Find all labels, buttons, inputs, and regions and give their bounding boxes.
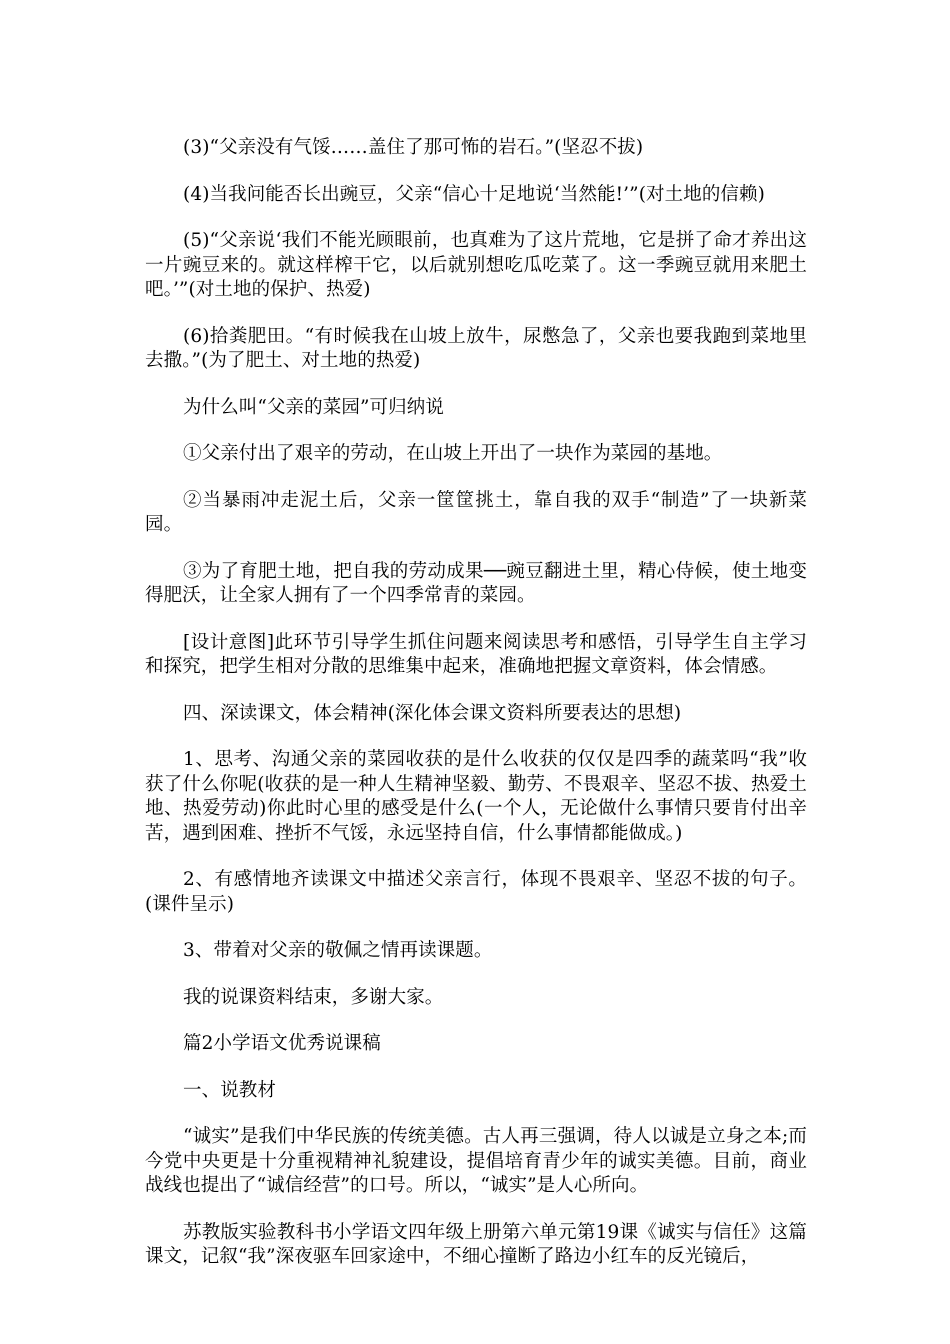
- section-heading: 一、说教材: [183, 1079, 277, 1101]
- paragraph: 1、思考、沟通父亲的菜园收获的是什么收获的仅仅是四季的蔬菜吗“我”收获了什么你呢(收获的是一种人生精神坚毅、勤劳、不畏艰辛、坚忍不拔、热爱土地、热爱劳动)你此时心里的感受是什么(一个人，无论做什么事情只要肯付出辛苦，遇到困难、挫折不气馁，永远坚持自信，什么事情都能做成。): [145, 749, 807, 844]
- paragraph: 3、带着对父亲的敬佩之情再读课题。: [183, 940, 493, 961]
- paragraph: “诚实”是我们中华民族的传统美德。古人再三强调，待人以诚是立身之本;而今党中央更是十分重视精神礼貌建设，提倡培育青少年的诚实美德。目前，商业战线也提出了“诚信经营”的口号。所以，“诚实”是人心所向。: [145, 1126, 807, 1196]
- paragraph: (4)当我问能否长出豌豆，父亲“信心十足地说‘当然能!’”(对土地的信赖): [183, 183, 765, 205]
- list-item: ①父亲付出了艰辛的劳动，在山坡上开出了一块作为菜园的基地。: [183, 443, 723, 464]
- paragraph: 2、有感情地齐读课文中描述父亲言行，体现不畏艰辛、坚忍不拔的句子。(课件呈示): [145, 869, 807, 915]
- paragraph: (3)“父亲没有气馁……盖住了那可怖的岩石。”(坚忍不拔): [183, 137, 644, 158]
- section-heading: 为什么叫“父亲的菜园”可归纳说: [183, 396, 444, 418]
- paragraph: 苏教版实验教科书小学语文四年级上册第六单元第19课《诚实与信任》这篇课文，记叙“我”深夜驱车回家途中，不细心撞断了路边小红车的反光镜后，: [145, 1221, 807, 1267]
- paragraph: (6)拾粪肥田。“有时候我在山坡上放牛，尿憋急了，父亲也要我跑到菜地里去撒。”(为了肥土、对土地的热爱): [145, 325, 807, 371]
- section-heading: 篇2小学语文优秀说课稿: [183, 1033, 381, 1054]
- section-heading: 四、深读课文，体会精神(深化体会课文资料所要表达的思想): [183, 702, 682, 724]
- paragraph: 我的说课资料结束，多谢大家。: [183, 986, 444, 1008]
- list-item: ②当暴雨冲走泥土后，父亲一筐筐挑土，靠自我的双手“制造”了一块新菜园。: [145, 489, 807, 535]
- paragraph: (5)“父亲说‘我们不能光顾眼前，也真难为了这片荒地，它是拼了命才养出这一片豌豆来的。就这样榨干它，以后就别想吃瓜吃菜了。这一季豌豆就用来肥土吧。’”(对土地的保护、热爱): [145, 230, 807, 300]
- list-item: ③为了育肥土地，把自我的劳动成果──豌豆翻进土里，精心侍候，使土地变得肥沃，让全家人拥有了一个四季常青的菜园。: [145, 560, 807, 606]
- paragraph: [设计意图]此环节引导学生抓住问题来阅读思考和感悟，引导学生自主学习和探究，把学生相对分散的思维集中起来，准确地把握文章资料，体会情感。: [145, 631, 807, 677]
- document-body: [145, 136, 807, 1292]
